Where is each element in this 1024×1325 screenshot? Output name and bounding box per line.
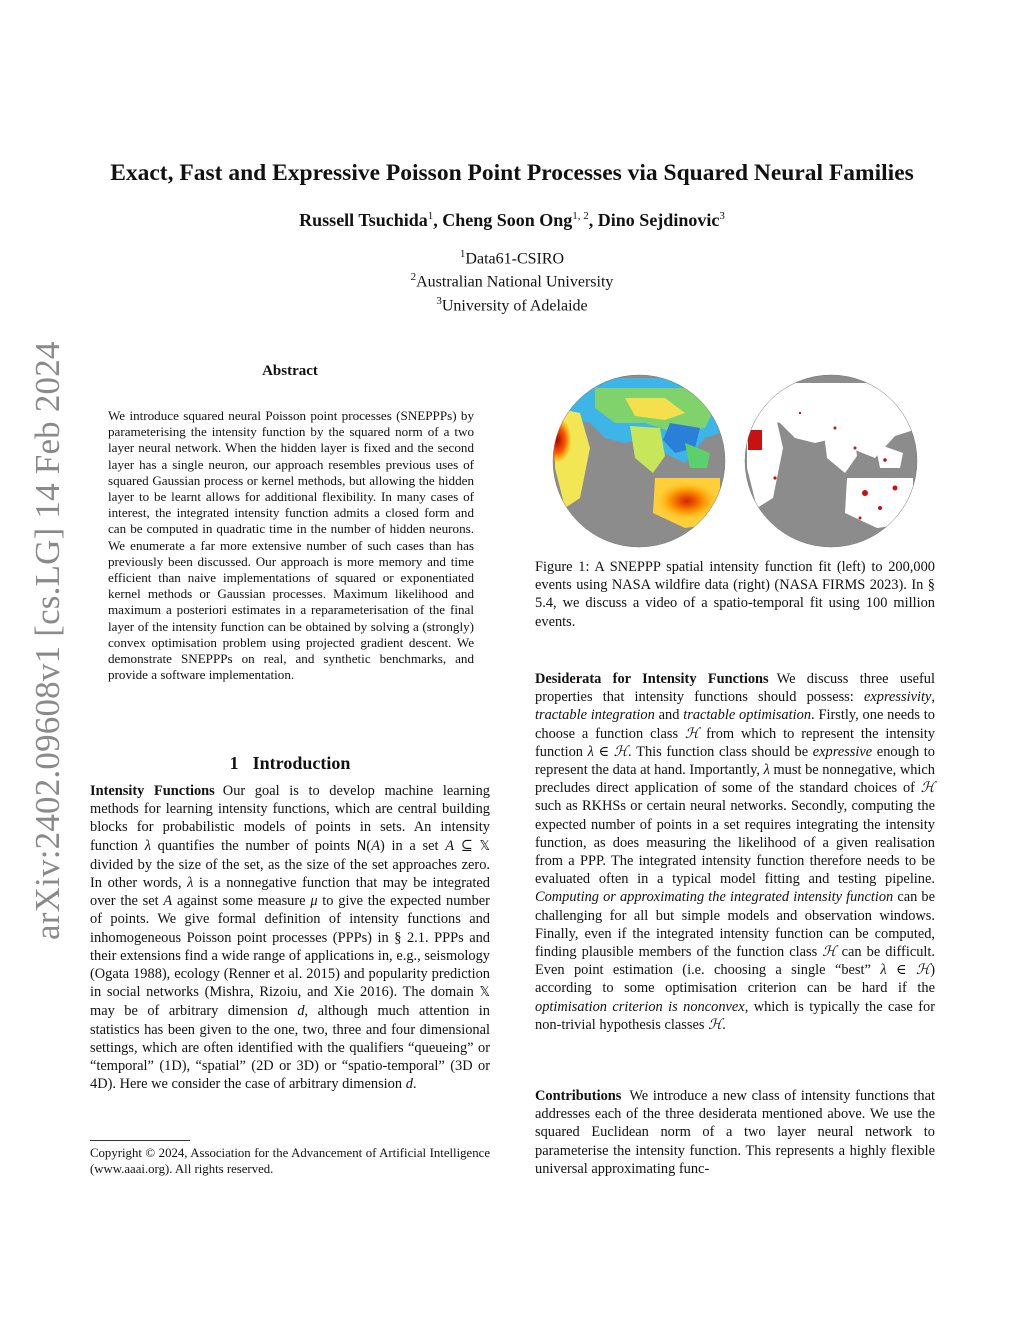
paragraph-heading: Contributions [535, 1088, 622, 1104]
paragraph-heading: Intensity Functions [90, 783, 215, 799]
author-name: Russell Tsuchida [299, 210, 428, 230]
intensity-fit-globe [543, 375, 735, 547]
section-heading [90, 753, 490, 774]
author-name: Cheng Soon Ong [442, 210, 573, 230]
copyright-footnote: Copyright © 2024, Association for the Advancement of Artificial Intelligence (www.aaai.org). All rights reserved. [90, 1146, 490, 1176]
author-sup: 1 [427, 210, 434, 222]
figure-caption: Figure 1: A SNEPPP spatial intensity function fit (left) to 200,000 events using NASA wildfire data (right) (NASA FIRMS 2023). In § 5.4, we discuss a video of a spatio-temporal fit using 100 million events. [535, 559, 935, 630]
affiliation: $^1$Data61-CSIRO [459, 248, 565, 268]
abstract-heading: Abstract [262, 363, 318, 379]
paragraph-heading: Desiderata for Intensity Functions [535, 671, 769, 687]
figure-globes [535, 368, 935, 553]
affiliations [0, 245, 1024, 315]
intensity-functions-paragraph: Intensity Functions Our goal is to develop machine learning methods for learning intensity functions, which are central building blocks for probabilistic models of points in sets. An intensity function λ quantifies the number of points N(A) in a set A ⊆ 𝕏 divided by the size of the set, as the size of the set approaches zero. In other words, λ is a nonnegative function that may be integrated over the set A against some measure μ to give the expected number of points. We give formal definition of intensity functions and inhomogeneous Poisson point processes (PPPs) in § 2.1. PPPs and their extensions find a wide range of applications in, e.g., seismology (Ogata 1988), ecology (Renner et al. 2015) and popularity prediction in social networks (Mishra, Rizoiu, and Xie 2016). The domain 𝕏 may be of arbitrary dimension d, although much attention in statistics has been given to the one, two, three and four dimensional settings, which are often identified with the qualifiers “queueing” or “temporal” (1D), “spatial” (2D or 3D) or “spatio-temporal” (3D or 4D). Here we consider the case of arbitrary dimension d. [90, 783, 491, 1093]
footnote-rule [90, 1140, 190, 1141]
author-sup: 3 [719, 210, 725, 222]
affiliation: $^3$University of Adelaide [436, 294, 588, 314]
wildfire-data-globe [745, 375, 920, 547]
arxiv-identifier: arXiv:2402.09608v1 [cs.LG] 14 Feb 2024 [28, 341, 67, 940]
contributions-paragraph: Contributions We introduce a new class of intensity functions that addresses each of the three desiderata mentioned above. We use the squared Euclidean norm of a two layer neural network to parameterise the intensity function. This represents a highly flexible universal approximating func- [535, 1088, 935, 1177]
desiderata-paragraph: Desiderata for Intensity Functions We discuss three useful properties that intensity functions should possess: expressivity, tractable integration and tractable optimisation. Firstly, one needs to choose a function class ℋ from which to represent the intensity function λ ∈ ℋ. This function class should be expressive enough to represent the data at hand. Importantly, λ must be nonnegative, which precludes direct application of some of the standard choices of ℋ such as RKHSs or certain neural networks. Secondly, computing the expected number of points in a set requires integrating the intensity function, as does measuring the likelihood of a given realisation from a PPP. The integrated intensity function therefore needs to be evaluated often in a typical model fitting and testing pipeline. Computing or approximating the integrated intensity function can be challenging for all but simple models and observation windows. Finally, even if the integrated intensity function can be computed, finding plausible members of the function class ℋ can be difficult. Even point estimation (i.e. choosing a single “best” λ ∈ ℋ) according to some optimisation criterion can be hard if the optimisation criterion is nonconvex, which is typically the case for non-trivial hypothesis classes ℋ. [535, 671, 936, 1033]
author-sup: 1, 2 [572, 210, 589, 222]
section-number: 1 [229, 753, 239, 773]
affiliation: $^2$Australian National University [410, 271, 614, 291]
abstract-text: We introduce squared neural Poisson point processes (SNEPPPs) by parameterising the intensity function by the squared norm of a two layer neural network. When the hidden layer is fixed and the second layer has a single neuron, our approach resembles previous uses of squared Gaussian process or kernel methods, but allowing the hidden layer to be learnt allows for additional flexibility. In many cases of interest, the integrated intensity function admits a closed form and can be computed in quadratic time in the number of hidden neurons. We enumerate a far more extensive number of such cases than has previously been discussed. Our approach is more memory and time efficient than naive implementations of squared or exponentiated kernel methods or Gaussian processes. Maximum likelihood and maximum a posteriori estimates in a reparameterisation of the final layer of the intensity function can be obtained by solving a (strongly) convex optimisation problem using projected gradient descent. We demonstrate SNEPPPs on real, and synthetic benchmarks, and provide a software implementation. [108, 408, 474, 683]
section-title: Introduction [252, 753, 351, 773]
paper-title: Exact, Fast and Expressive Poisson Point Processes via Squared Neural Families [110, 160, 914, 186]
author-name: Dino Sejdinovic [597, 210, 720, 230]
author-list: Russell Tsuchida$^1$, Cheng Soon Ong$^{1, 2}$, Dino Sejdinovic$^3$ [299, 210, 725, 230]
